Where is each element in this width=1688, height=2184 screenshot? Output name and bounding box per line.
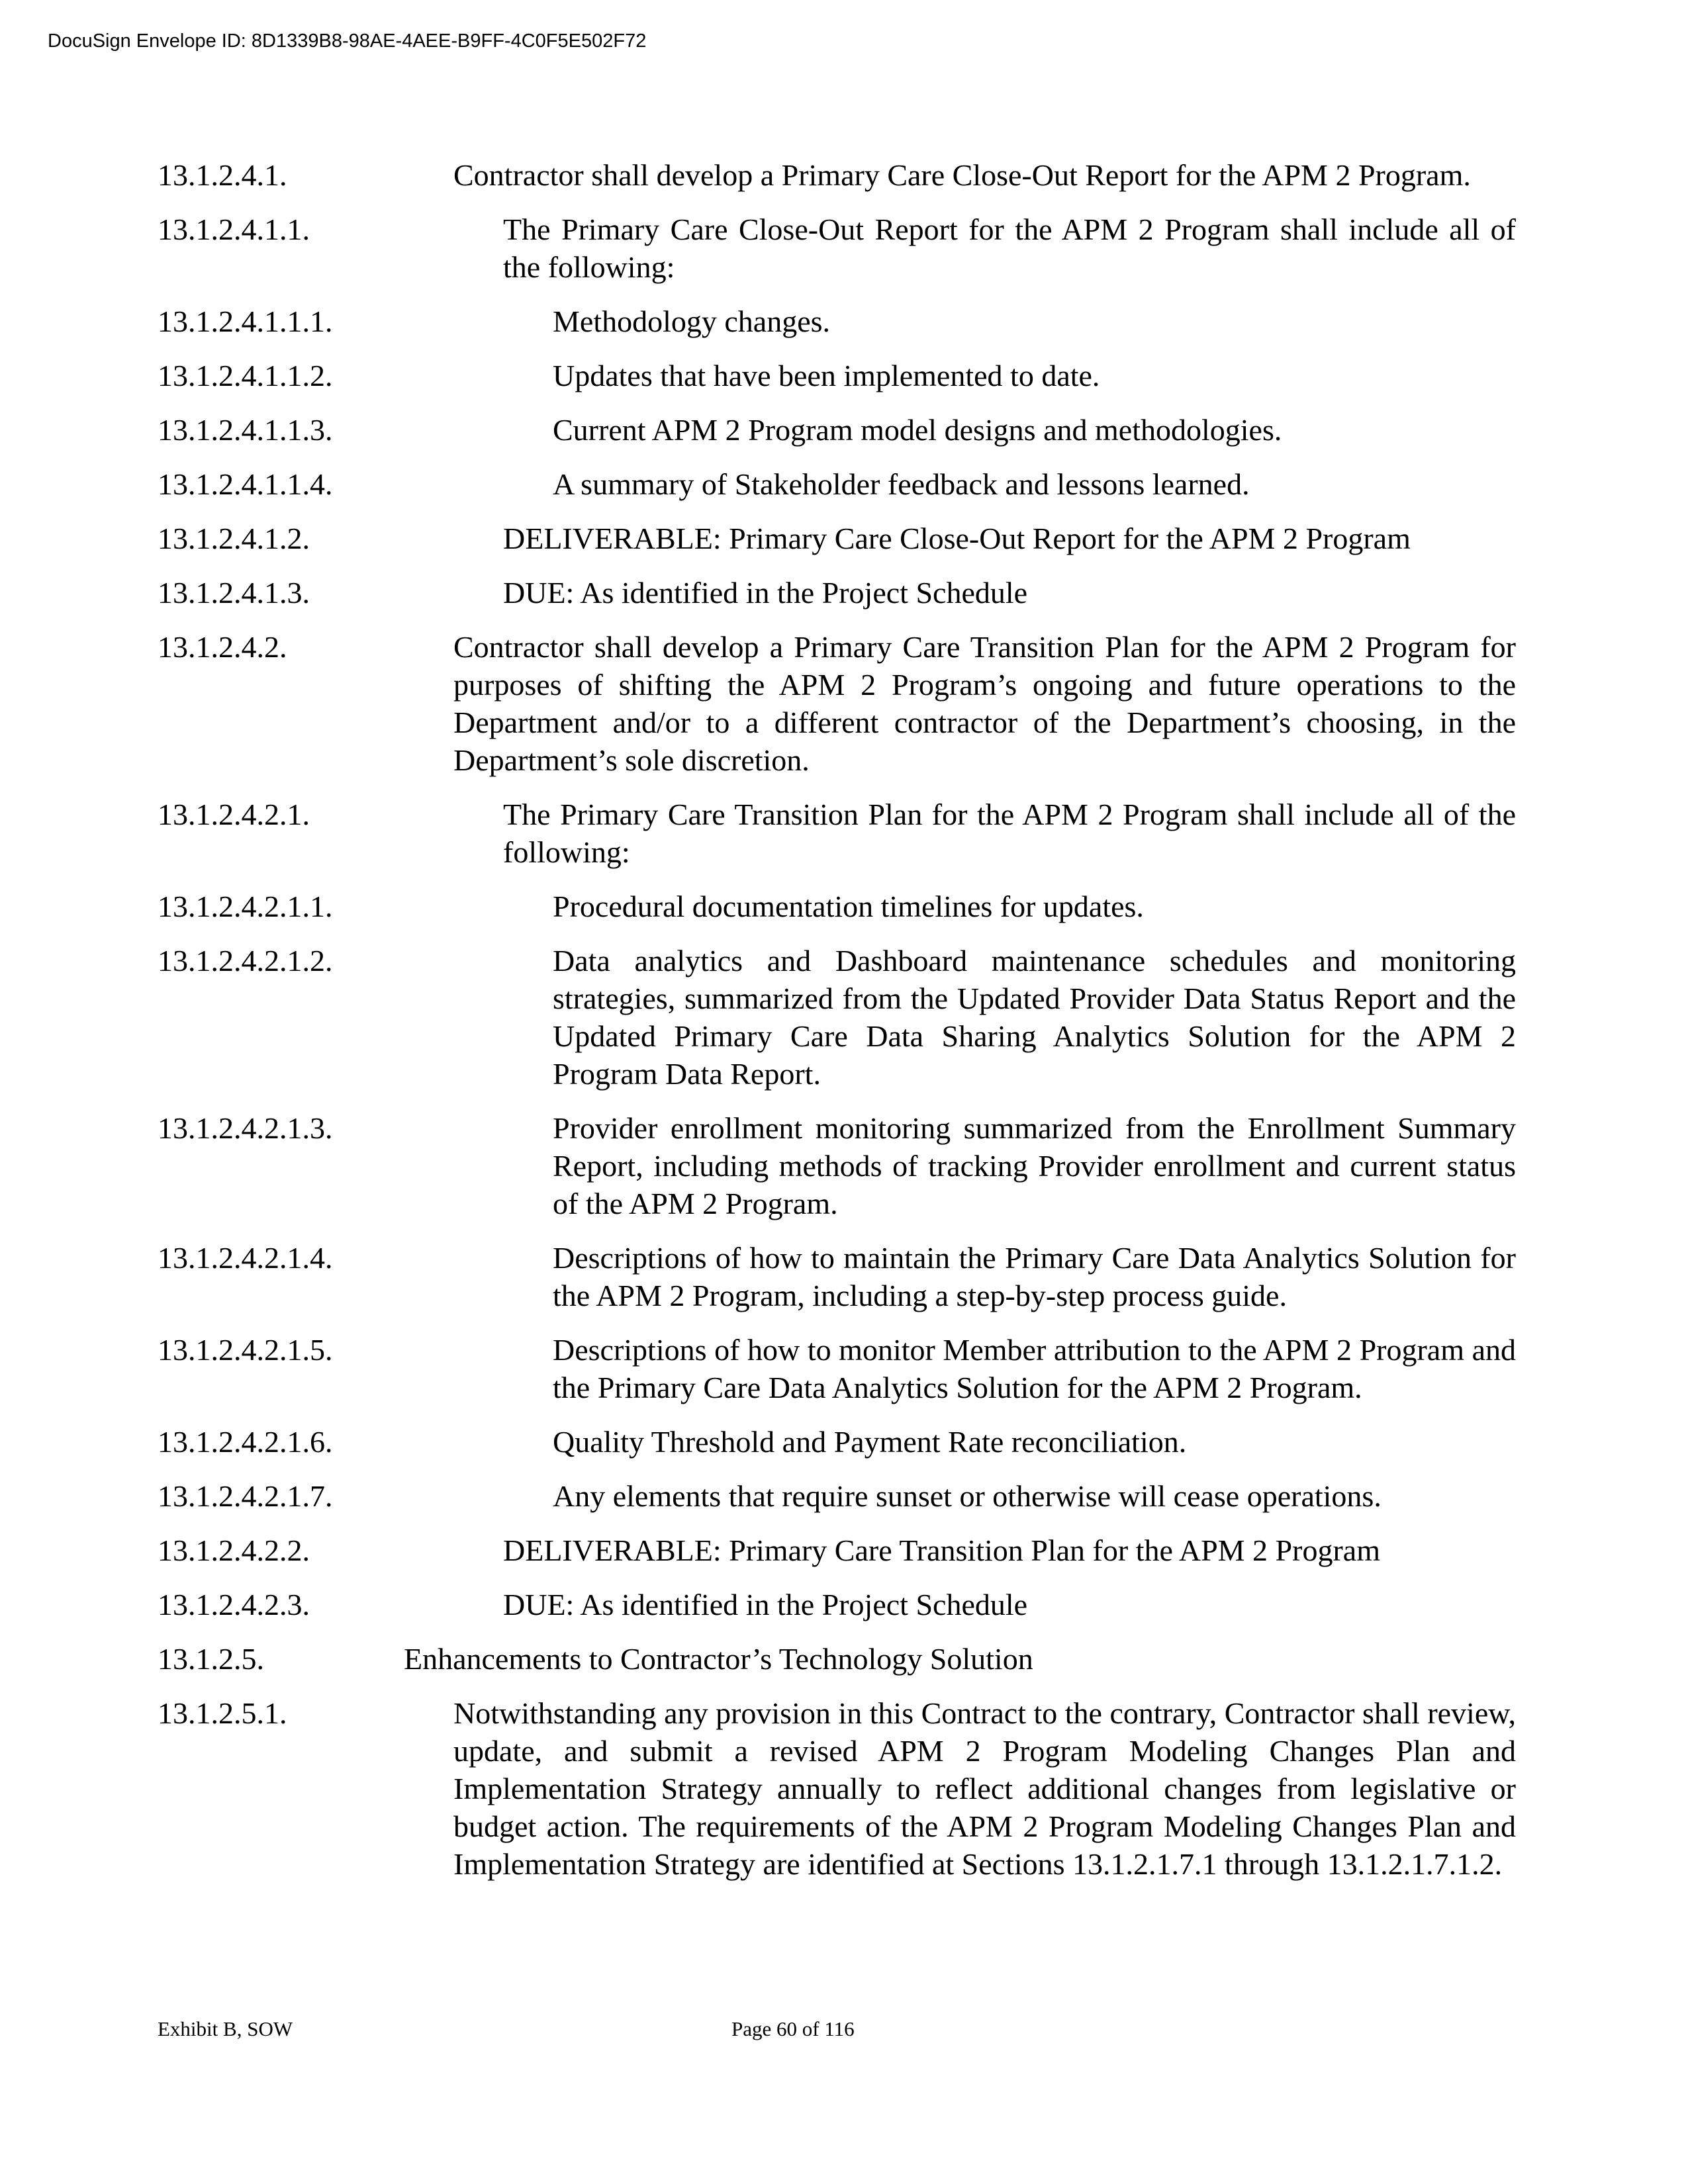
section-text: DUE: As identified in the Project Schedule	[503, 576, 1028, 610]
section-text: A summary of Stakeholder feedback and lessons learned.	[553, 467, 1250, 501]
section-text: Any elements that require sunset or otherwise will cease operations.	[553, 1479, 1382, 1513]
envelope-id: DocuSign Envelope ID: 8D1339B8-98AE-4AEE-B9FF-4C0F5E502F72	[48, 30, 647, 52]
section-item	[158, 1531, 1516, 1569]
section-number: 13.1.2.4.1.2.	[158, 522, 310, 555]
section-number: 13.1.2.4.2.2.	[158, 1533, 310, 1567]
section-item	[158, 887, 1516, 925]
section-item	[158, 520, 1516, 557]
section-number: 13.1.2.4.2.1.3.	[158, 1111, 333, 1145]
section-text: Current APM 2 Program model designs and methodologies.	[553, 413, 1282, 447]
section-text: DELIVERABLE: Primary Care Transition Plan for the APM 2 Program	[503, 1533, 1380, 1567]
section-item	[158, 357, 1516, 394]
section-number: 13.1.2.4.2.1.	[158, 797, 310, 831]
section-item	[158, 302, 1516, 340]
section-text: Procedural documentation timelines for updates.	[553, 889, 1144, 923]
section-text: Notwithstanding any provision in this Contract to the contrary, Contractor shall review, update, and submit a revised APM 2 Program Modeling Changes Plan and Implementation Strategy annually to reflect additional changes from legislative or budget action. The requirements of the APM 2 Program Modeling Changes Plan and Implementation Strategy are identified at Sections 13.1.2.1.7.1 through 13.1.2.1.7.1.2.	[453, 1696, 1516, 1881]
section-text: Contractor shall develop a Primary Care Transition Plan for the APM 2 Program for purposes of shifting the APM 2 Program’s ongoing and future operations to the Department and/or to a different contractor of the Department’s choosing, in the Department’s sole discretion.	[453, 630, 1516, 777]
section-text: Updates that have been implemented to date.	[553, 359, 1100, 392]
section-item	[158, 1423, 1516, 1461]
section-text: Quality Threshold and Payment Rate reconciliation.	[553, 1425, 1187, 1459]
section-number: 13.1.2.4.2.1.2.	[158, 944, 333, 978]
section-number: 13.1.2.4.2.1.7.	[158, 1479, 333, 1513]
section-item	[158, 411, 1516, 449]
section-number: 13.1.2.4.2.1.6.	[158, 1425, 333, 1459]
section-text: Enhancements to Contractor’s Technology Solution	[404, 1642, 1033, 1676]
section-number: 13.1.2.4.2.3.	[158, 1588, 310, 1621]
section-text: Methodology changes.	[553, 304, 831, 338]
section-number: 13.1.2.4.1.1.3.	[158, 413, 333, 447]
section-number: 13.1.2.4.1.1.2.	[158, 359, 333, 392]
section-item	[158, 628, 1516, 779]
section-item	[158, 1694, 1516, 1883]
section-item	[158, 942, 1516, 1093]
section-item	[158, 156, 1516, 194]
section-text: The Primary Care Close-Out Report for the APM 2 Program shall include all of the following:	[503, 212, 1516, 284]
section-number: 13.1.2.4.2.1.5.	[158, 1333, 333, 1367]
section-number: 13.1.2.5.	[158, 1642, 264, 1676]
section-number: 13.1.2.4.2.	[158, 630, 287, 664]
section-item	[158, 1477, 1516, 1515]
section-number: 13.1.2.4.2.1.4.	[158, 1241, 333, 1275]
section-text: DELIVERABLE: Primary Care Close-Out Report for the APM 2 Program	[503, 522, 1411, 555]
document-body	[158, 156, 1516, 1899]
section-item	[158, 210, 1516, 286]
section-item	[158, 1109, 1516, 1222]
section-number: 13.1.2.4.1.	[158, 158, 287, 192]
section-text: Data analytics and Dashboard maintenance schedules and monitoring strategies, summarized from the Updated Provider Data Status Report and the Updated Primary Care Data Sharing Analytics Solution for the APM 2 Program Data Report.	[553, 944, 1516, 1091]
section-number: 13.1.2.4.1.3.	[158, 576, 310, 610]
section-text: Contractor shall develop a Primary Care Close-Out Report for the APM 2 Program.	[453, 158, 1471, 192]
section-item	[158, 796, 1516, 871]
footer-exhibit-label: Exhibit B, SOW	[158, 2017, 293, 2040]
section-item	[158, 465, 1516, 503]
footer-page-number: Page 60 of 116	[731, 2017, 855, 2040]
section-item	[158, 1331, 1516, 1406]
section-number: 13.1.2.4.2.1.1.	[158, 889, 333, 923]
section-item	[158, 1640, 1516, 1678]
section-item	[158, 1239, 1516, 1314]
section-text: Descriptions of how to monitor Member attribution to the APM 2 Program and the Primary Care Data Analytics Solution for the APM 2 Program.	[553, 1333, 1516, 1404]
section-text: Descriptions of how to maintain the Primary Care Data Analytics Solution for the APM 2 Program, including a step-by-step process guide.	[553, 1241, 1516, 1312]
section-number: 13.1.2.4.1.1.1.	[158, 304, 333, 338]
section-number: 13.1.2.4.1.1.4.	[158, 467, 333, 501]
section-text: Provider enrollment monitoring summarized from the Enrollment Summary Report, including methods of tracking Provider enrollment and current status of the APM 2 Program.	[553, 1111, 1516, 1220]
section-number: 13.1.2.4.1.1.	[158, 212, 310, 246]
section-text: DUE: As identified in the Project Schedule	[503, 1588, 1028, 1621]
section-item	[158, 1586, 1516, 1623]
section-number: 13.1.2.5.1.	[158, 1696, 287, 1730]
section-item	[158, 574, 1516, 612]
section-text: The Primary Care Transition Plan for the APM 2 Program shall include all of the following:	[503, 797, 1516, 869]
